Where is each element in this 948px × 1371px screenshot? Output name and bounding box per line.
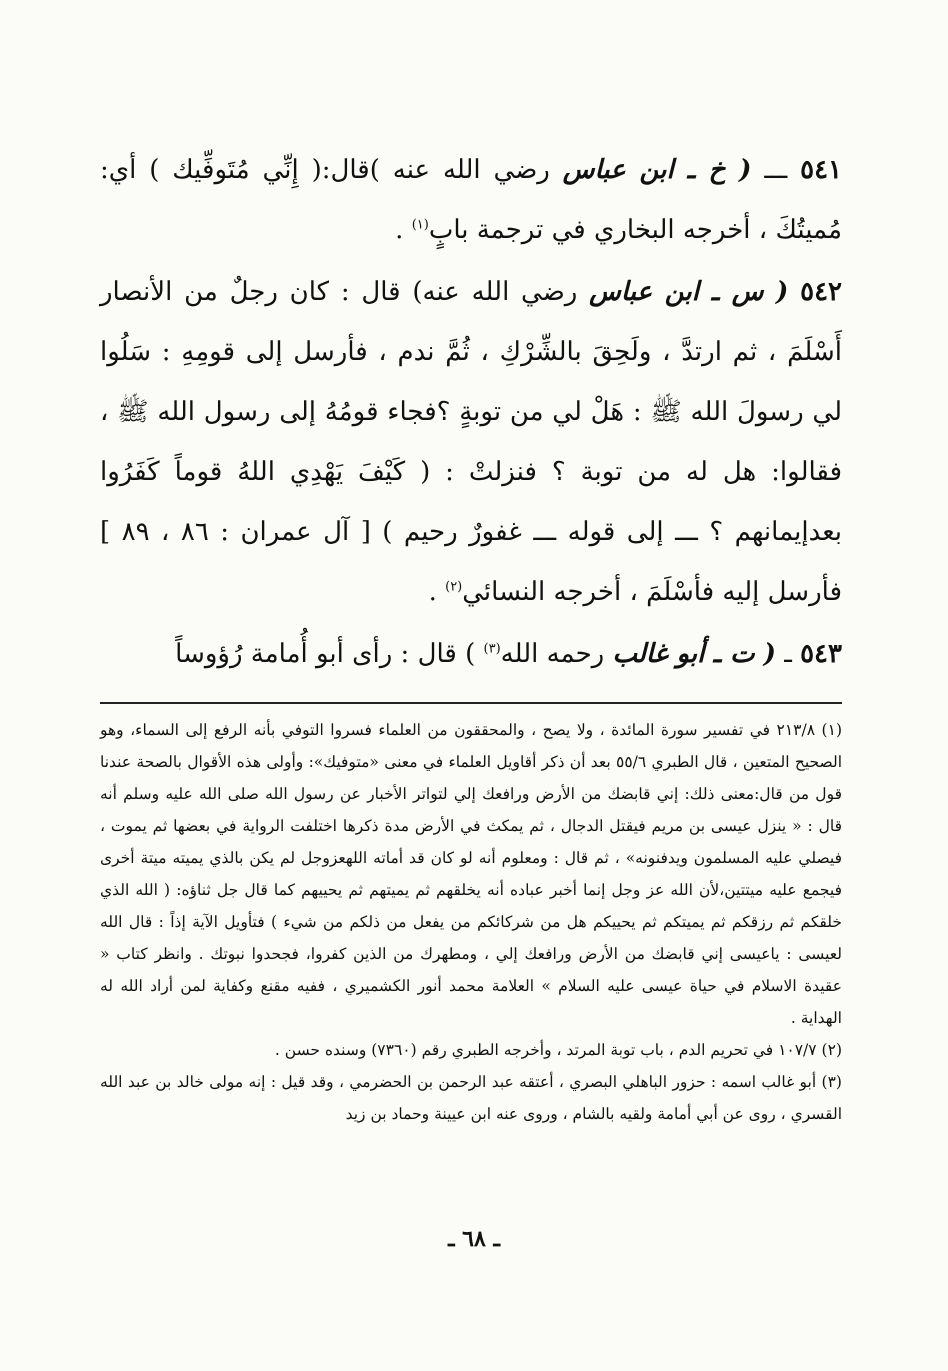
hadith-text: رحمه الله bbox=[500, 639, 605, 669]
footnote-marker: (١) bbox=[821, 721, 842, 739]
footnote-ref: (٢) bbox=[445, 579, 463, 595]
footnote-marker: (٣) bbox=[821, 1073, 842, 1091]
footnote-1 bbox=[100, 714, 842, 1034]
footnote-ref: (٣) bbox=[483, 641, 501, 657]
hadith-text: رضي الله عنه )قال:( إِنِّي مُتَوفِّيك ) أي: مُميتُكَ ، أخرجه البخاري في ترجمة بابٍ bbox=[100, 155, 842, 245]
footnote-divider bbox=[100, 702, 842, 704]
hadith-text: رضي الله عنه) قال : كان رجلٌ من الأنصار أَسْلَمَ ، ثم ارتدَّ ، ولَحِقَ بالشِّرْكِ ، ثُمَّ ندم ، فأرسل إلى قومِهِ : سَلُوا لي رسولَ الله ﷺ : هَلْ لي من توبةٍ ؟فجاء قومُهُ إلى رسول الله ﷺ ، فقالوا: هل له من توبة ؟ فنزلتْ : ( كَيْفَ يَهْدِي اللهُ قوماً كَفَرُوا بعدإيمانهم ؟ ـــ إلى قوله ـــ غفورٌ رحيم ) [ آل عمران : ٨٦ ، ٨٩ ] فأرسل إليه فأسْلَمَ ، أخرجه النسائي bbox=[100, 277, 843, 607]
hadith-542 bbox=[100, 262, 842, 622]
hadith-end: ) قال : رأى أبو أُمامة رُؤوساً bbox=[175, 639, 484, 669]
hadith-source: ( س ـ ابن عباس bbox=[589, 277, 789, 307]
footnote-text: ٢١٣/٨ في تفسير سورة المائدة ، ولا يصح ، والمحققون من العلماء فسروا التوفي بأنه الرفع إلى السماء، وهو الصحيح المتعين ، قال الطبري ٥٥/٦ بعد أن ذكر أقاويل العلماء في معنى «متوفيك»: وأولى هذه الأقوال بالصحة عندنا قول من قال:معنى ذلك: إني قابضك من الأرض ورافعك إلي لتواتر الأخبار عن رسول الله صلى الله عليه وسلم أنه قال : « ينزل عيسى بن مريم فيقتل الدجال ، ثم يمكث في الأرض مدة ذكرها اختلفت الرواية في بعضها ثم يموت ، فيصلي عليه المسلمون ويدفنونه» ، ثم قال : ومعلوم أنه لو كان قد أماته اللهعزوجل لم يكن بالذي يميته ميتة أخرى فيجمع عليه ميتتين،لأن الله عز وجل إنما أخبر عباده أنه يخلقهم ثم يميتهم ثم يحييهم كما قال جل ثناؤه: ( الله الذي خلقكم ثم رزقكم ثم يميتكم ثم يحييكم هل من شركائكم من يفعل من ذلكم من شيء ) فتأويل الآية إذاً : قال الله لعيسى : ياعيسى إني قابضك من الأرض ورافعك إلي ، ومطهرك من الذين كفروا، فجحدوا نبوتك . وانظر كتاب « عقيدة الاسلام في حياة عيسى عليه السلام » العلامة محمد أنور الكشميري ، ففيه مقنع وكفاية لمن أراد الله له الهداية . bbox=[100, 721, 842, 1027]
hadith-end: . bbox=[428, 577, 446, 607]
hadith-541: ٥٤١ ـــ ( خ ـ ابن عباس رضي الله عنه )قال:( إِنِّي مُتَوفِّيك ) أي: مُميتُكَ ، أخرجه البخاري في ترجمة بابٍ$^{(١)}$ . bbox=[100, 155, 843, 245]
hadith-543: ٥٤٣ ـ ( ت ـ أبو غالب رحمه الله$^{(٣)}$ ) قال : رأى أبو أُمامة رُؤوساً bbox=[175, 639, 842, 669]
hadith-number: ٥٤٢ bbox=[800, 277, 843, 307]
footnote-text: أبو غالب اسمه : حزور الباهلي البصري ، أعتقه عبد الرحمن بن الحضرمي ، وقد قيل : إنه مولى خالد بن عبد الله القسري ، روى عن أبي أمامة ولقيه بالشام ، وروى عنه ابن عيينة وحماد بن زيد bbox=[100, 1073, 842, 1123]
page-number: ـ ٦٨ ـ bbox=[448, 1226, 500, 1252]
hadith-body bbox=[100, 140, 842, 684]
footnote-3 bbox=[100, 1066, 842, 1130]
footnote-marker: (٢) bbox=[821, 1041, 842, 1059]
hadith-number: ٥٤١ bbox=[800, 155, 843, 185]
page-content bbox=[100, 140, 842, 1130]
hadith-source: ( ت ـ أبو غالب bbox=[612, 639, 776, 669]
footnote-ref: (١) bbox=[411, 217, 429, 233]
hadith-end: . bbox=[395, 215, 412, 245]
footnote-2 bbox=[100, 1034, 842, 1066]
hadith-number: ٥٤٣ bbox=[800, 639, 842, 669]
footnote-text: ١٠٧/٧ في تحريم الدم ، باب توبة المرتد ، وأخرجه الطبري رقم (٧٣٦٠) وسنده حسن . bbox=[274, 1041, 817, 1059]
hadith-source: ( خ ـ ابن عباس bbox=[562, 155, 752, 185]
footnotes bbox=[100, 714, 842, 1130]
